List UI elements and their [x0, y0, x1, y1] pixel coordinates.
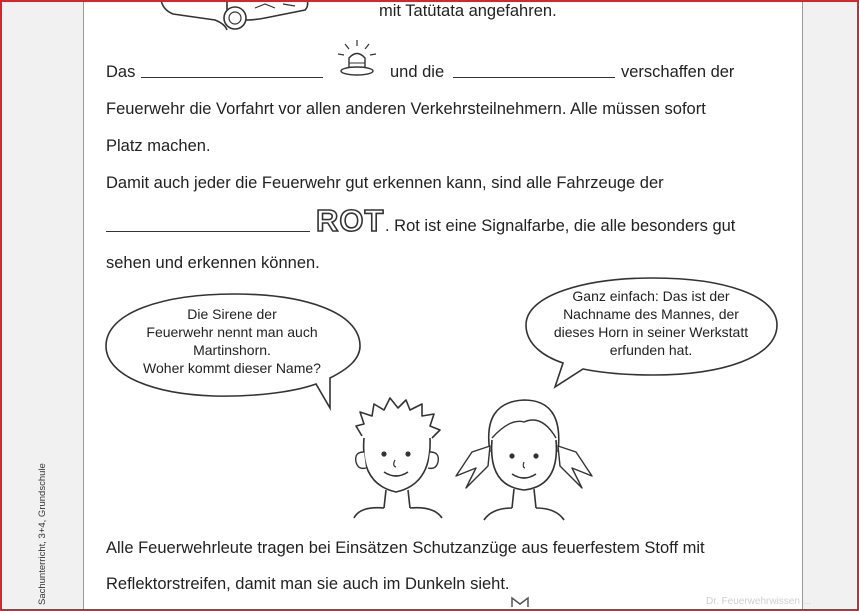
line8-text: Reflektorstreifen, damit man sie auch im Dunkeln sieht. — [106, 575, 510, 593]
top-line-text: mit Tatütata angefahren. — [379, 2, 557, 20]
line4-text: Damit auch jeder die Feuerwehr gut erkennen kann, sind alle Fahrzeuge der — [106, 174, 664, 192]
line3-text: Platz machen. — [106, 137, 211, 155]
line6-text: sehen und erkennen können. — [106, 254, 320, 272]
side-label: Sachunterricht, 3+4, Grundschule — [37, 463, 48, 605]
bubble-right-line-2: Nachname des Mannes, der — [563, 306, 739, 322]
bubble-left-line-1: Die Sirene der — [187, 306, 277, 322]
line7-text: Alle Feuerwehrleute tragen bei Einsätzen Schutzanzüge aus feuerfestem Stoff mit — [106, 539, 705, 557]
line1-part1: Das — [106, 63, 136, 81]
line1-part2: und die — [390, 63, 445, 81]
line5-text: . Rot ist eine Signalfarbe, die alle besonders gut — [385, 217, 736, 235]
bubble-right-line-3: dieses Horn in seiner Werkstatt — [553, 324, 749, 340]
watermark: Dr. Feuerwehrwissen ... — [706, 596, 812, 607]
bubble-left-line-2: Feuerwehr nennt man auch — [146, 324, 318, 340]
bubble-right-line-1: Ganz einfach: Das ist der — [572, 288, 730, 304]
bubble-left-line-3: Martinshorn. — [193, 342, 271, 358]
line2-text: Feuerwehr die Vorfahrt vor allen anderen Verkehrsteilnehmern. Alle müssen sofort — [106, 100, 706, 118]
line1-part3: verschaffen der — [621, 63, 735, 81]
bubble-right-line-4: erfunden hat. — [609, 342, 693, 358]
bubble-left-line-4: Woher kommt dieser Name? — [143, 360, 321, 376]
rot-word: ROT — [316, 203, 385, 238]
